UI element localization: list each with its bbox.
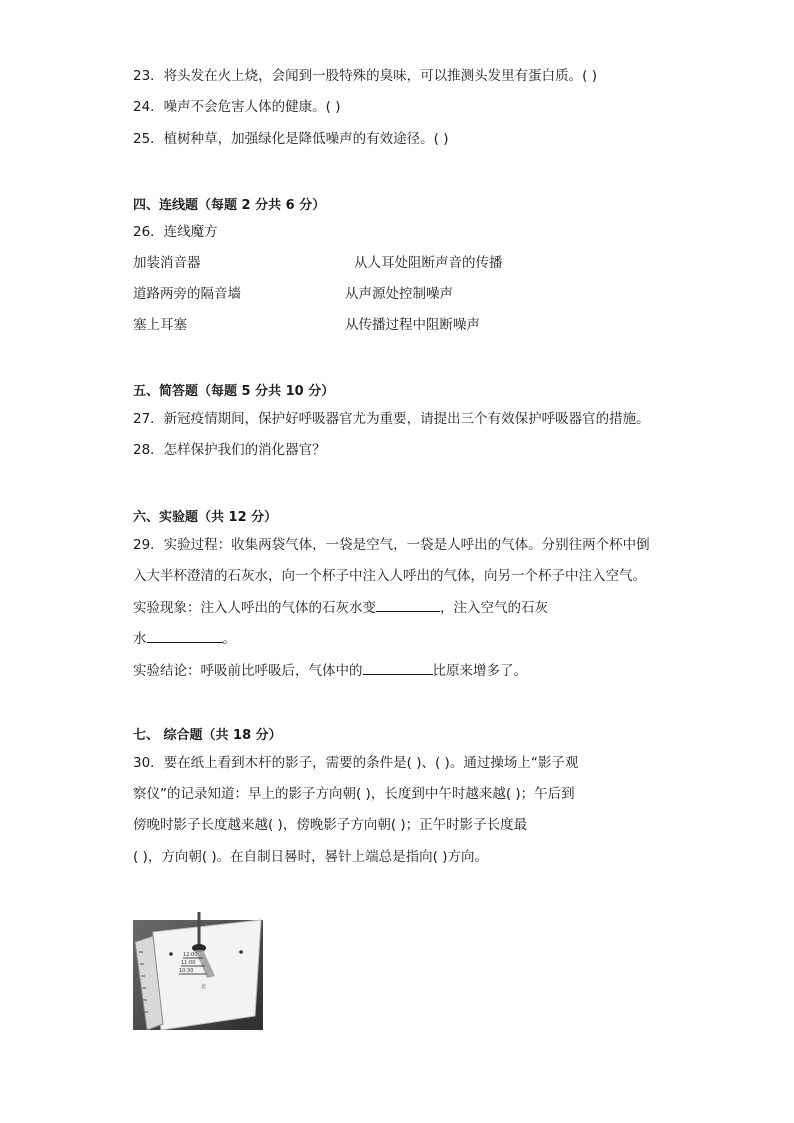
question-29-line-1: 29．实验过程：收集两袋气体，一袋是空气，一袋是人呼出的气体。分别往两个杯中倒 [133,537,650,553]
shadow-observer-svg [133,912,263,1030]
question-25: 25．植树种草，加强绿化是降低噪声的有效途径。( ) [133,131,449,147]
conclusion-line [133,660,527,681]
match-left-2: 道路两旁的隔音墙 [133,286,241,302]
question-23: 23．将头发在火上烧，会闻到一股特殊的臭味，可以推测头发里有蛋白质。( ) [133,68,598,84]
mark-2: 11:00 [181,960,196,966]
match-right-1: 从人耳处阻断声音的传播 [354,255,503,271]
answer-blank-3[interactable] [363,660,433,675]
match-right-2: 从声源处控制噪声 [345,286,453,302]
question-27: 27．新冠疫情期间，保护好呼吸器官尤为重要，请提出三个有效保护呼吸器官的措施。 [133,411,650,427]
question-30-line-3: 傍晚时影子长度越来越( )，傍晚影子方向朝( )；正午时影子长度最 [133,817,528,833]
phenomenon-line [133,597,548,618]
mark-3: 10:30 [179,968,194,974]
match-right-3: 从传播过程中阻断噪声 [345,317,480,333]
phenomenon-text-b: ，注入空气的石灰 [440,600,548,616]
question-30-line-2: 察仪”的记录知道：早上的影子方向朝( )，长度到中午时越来越( )；午后到 [133,786,575,802]
mark-1: 12:00 [183,952,198,958]
question-26: 26．连线魔方 [133,224,218,240]
match-left-3: 塞上耳塞 [133,317,187,333]
match-left-1: 加装消音器 [133,255,201,271]
answer-blank-1[interactable] [376,597,440,612]
answer-blank-2[interactable] [147,628,223,643]
section-5-title: 五、简答题（每题 5 分共 10 分） [133,384,335,399]
phenomenon-text-d: 。 [222,631,236,647]
phenomenon-line-2 [133,628,236,649]
shadow-observer-illustration [133,912,263,1030]
section-4-title: 四、连线题（每题 2 分共 6 分） [133,198,326,213]
pin-left [169,952,173,956]
mark-north: 北 [201,984,207,990]
question-24: 24．噪声不会危害人体的健康。( ) [133,99,341,115]
section-6-title: 六、实验题（共 12 分） [133,510,278,525]
phenomenon-text-a: 实验现象：注入人呼出的气体的石灰水变 [133,600,376,616]
conclusion-text-a: 实验结论：呼吸前比呼吸后，气体中的 [133,663,363,679]
phenomenon-text-c: 水 [133,631,147,647]
conclusion-text-b: 比原来增多了。 [432,663,527,679]
pin-right [239,950,243,954]
question-30-line-4: ( )，方向朝( )。在自制日晷时，晷针上端总是指向( )方向。 [133,849,488,865]
question-29-line-2: 入大半杯澄清的石灰水，向一个杯子中注入人呼出的气体，向另一个杯子中注入空气。 [133,568,646,584]
question-28: 28．怎样保护我们的消化器官？ [133,442,326,458]
section-7-title: 七、 综合题（共 18 分） [133,728,282,743]
question-30-line-1: 30．要在纸上看到木杆的影子，需要的条件是( )、( )。通过操场上“影子观 [133,755,579,771]
